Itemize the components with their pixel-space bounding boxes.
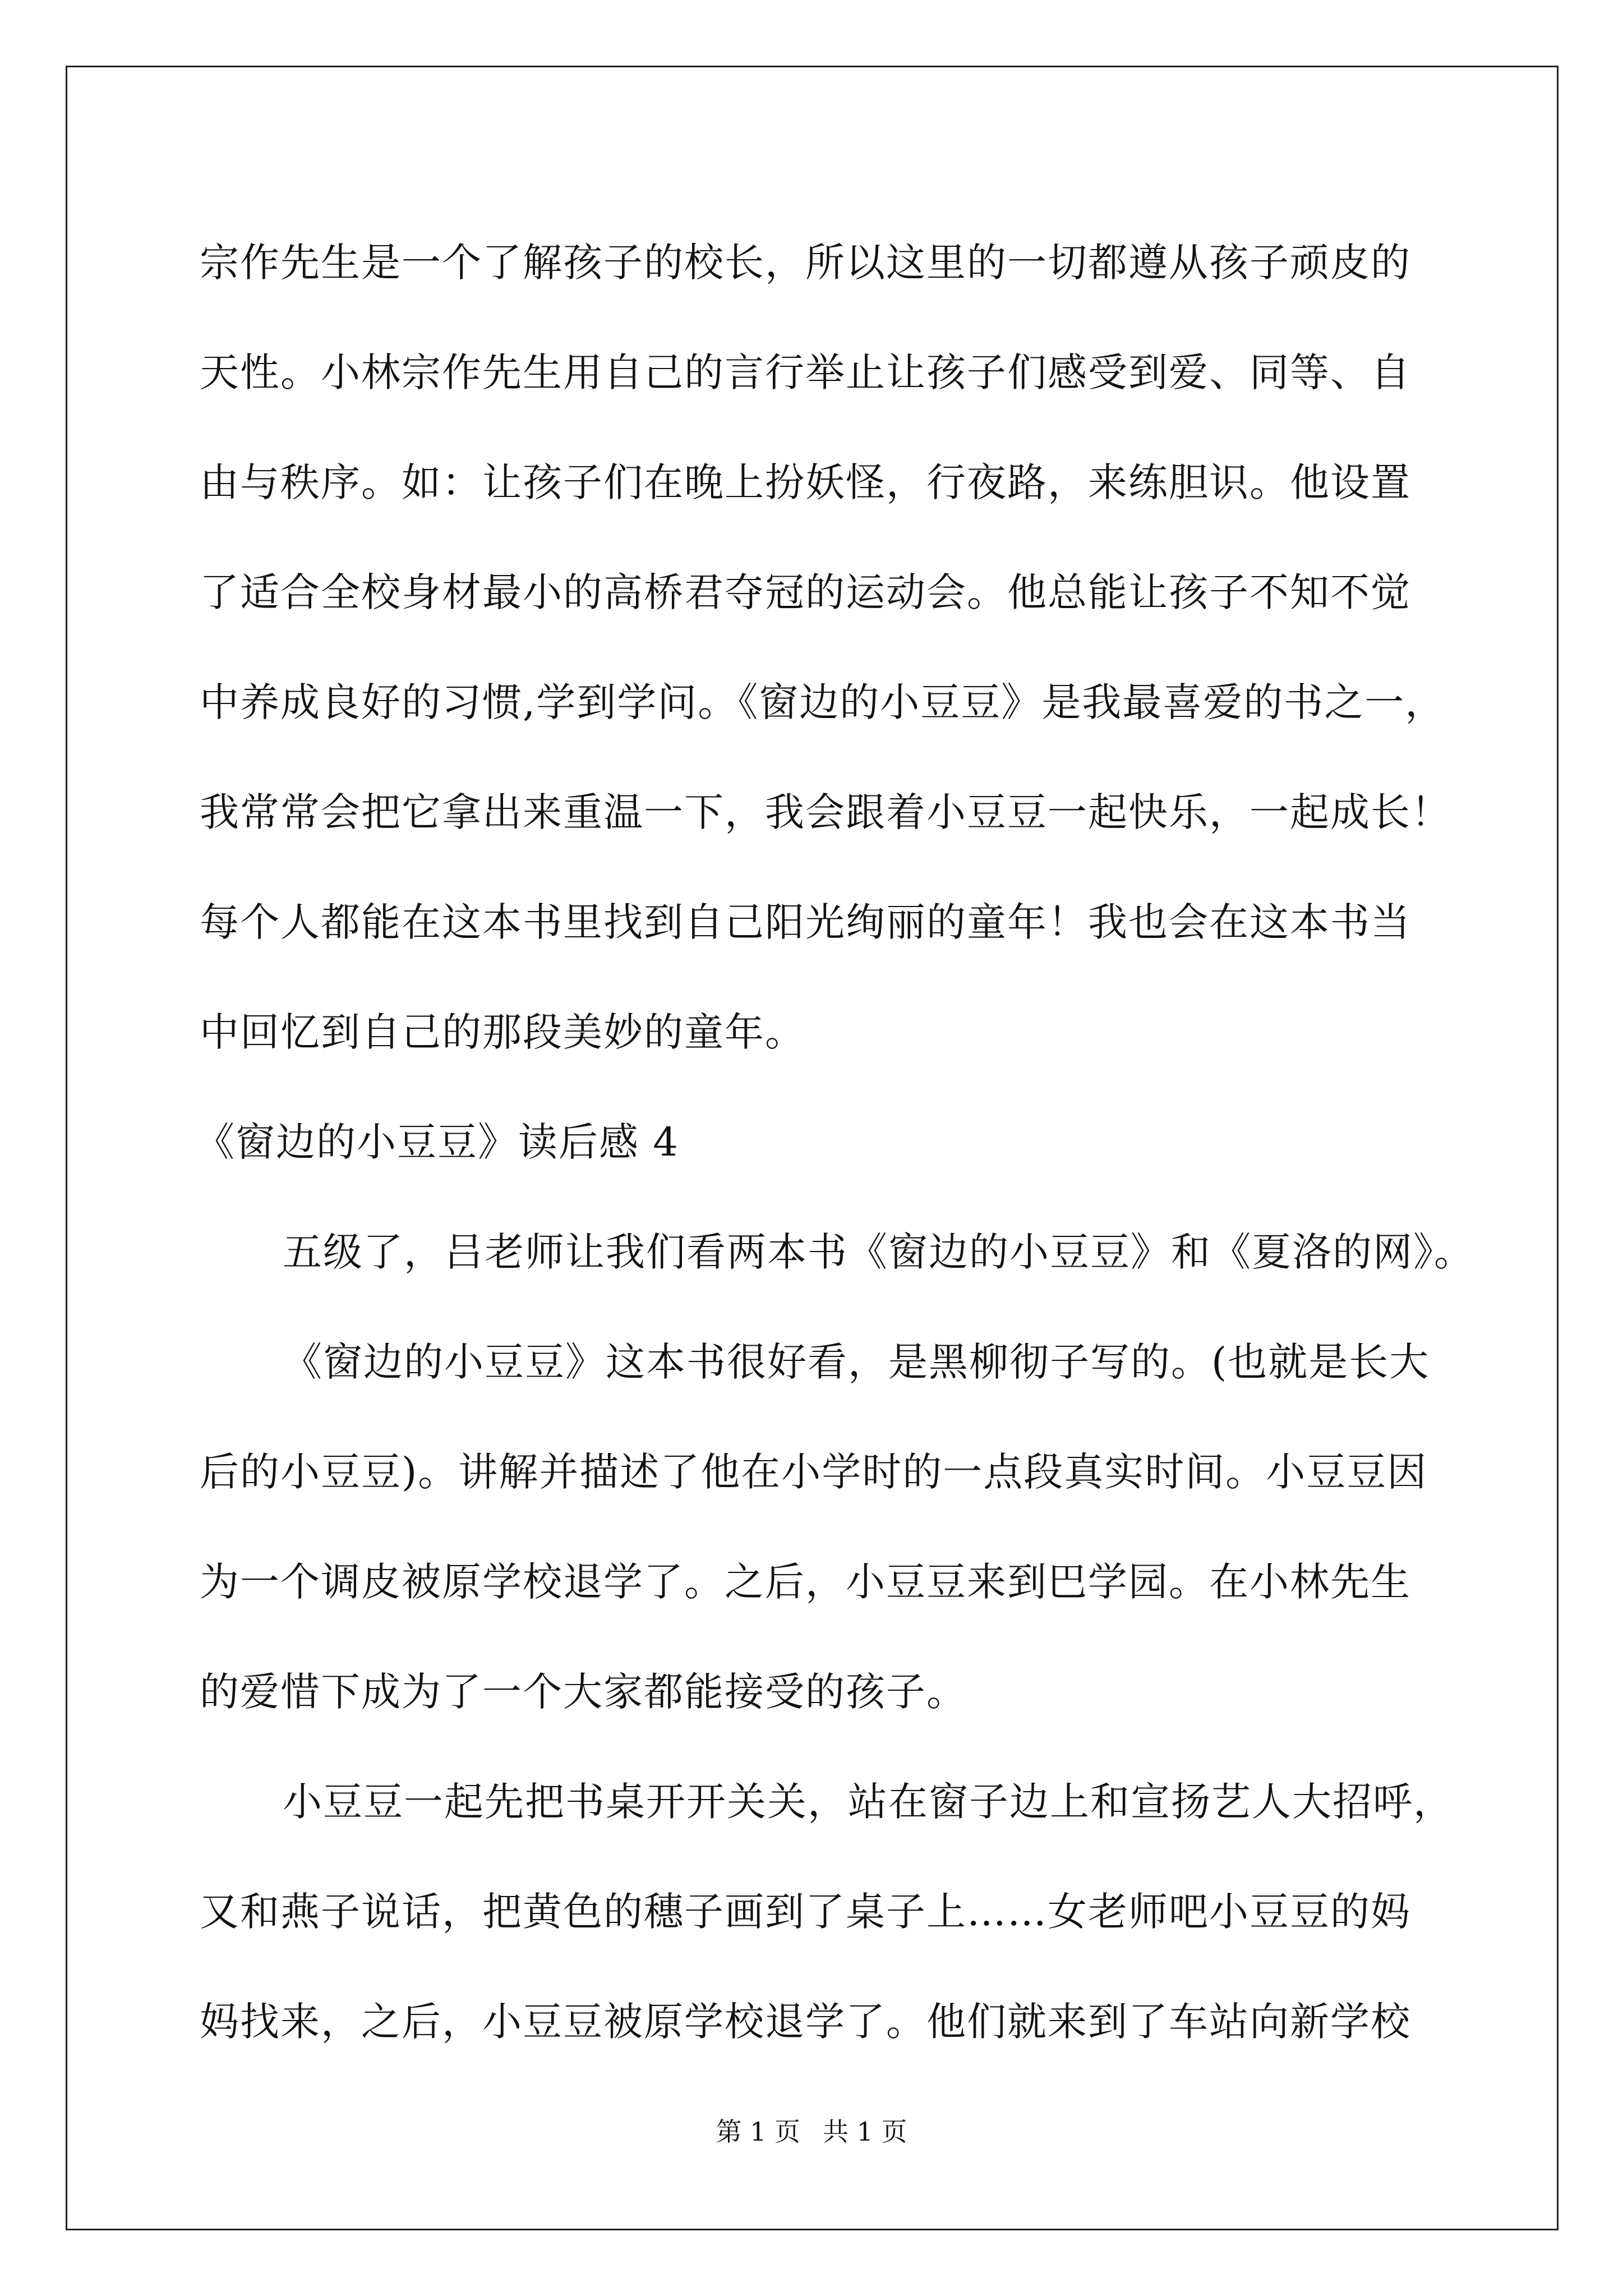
paragraph-line: 由与秩序。如：让孩子们在晚上扮妖怪，行夜路，来练胆识。他设置: [200, 459, 1411, 505]
section-heading: 《窗边的小豆豆》读后感 4: [195, 1119, 679, 1165]
page-total: 共 1 页: [823, 2116, 907, 2147]
paragraph-line: 宗作先生是一个了解孩子的校长，所以这里的一切都遵从孩子顽皮的: [200, 240, 1411, 286]
paragraph-line: 为一个调皮被原学校退学了。之后，小豆豆来到巴学园。在小林先生: [200, 1559, 1411, 1605]
paragraph-line: 的爱惜下成为了一个大家都能接受的孩子。: [200, 1669, 967, 1715]
paragraph-line: 中回忆到自己的那段美妙的童年。: [200, 1009, 805, 1055]
paragraph-line: 了适合全校身材最小的高桥君夺冠的运动会。他总能让孩子不知不觉: [200, 569, 1411, 615]
paragraph-line: 五级了，吕老师让我们看两本书《窗边的小豆豆》和《夏洛的网》。: [283, 1229, 1474, 1275]
paragraph-line: 中养成良好的习惯,学到学问。《窗边的小豆豆》是我最喜爱的书之一，: [200, 679, 1446, 725]
paragraph-line: 《窗边的小豆豆》这本书很好看，是黑柳彻子写的。(也就是长大: [283, 1339, 1430, 1385]
document-body: [195, 208, 1474, 2077]
paragraph-line: 小豆豆一起先把书桌开开关关，站在窗子边上和宣扬艺人大招呼，: [283, 1779, 1454, 1825]
paragraph-line: 后的小豆豆)。讲解并描述了他在小学时的一点段真实时间。小豆豆因: [200, 1449, 1428, 1495]
paragraph-line: 又和燕子说话，把黄色的穗子画到了桌子上……女老师吧小豆豆的妈: [200, 1889, 1411, 1935]
paragraph-line: 天性。小林宗作先生用自己的言行举止让孩子们感受到爱、同等、自: [200, 349, 1411, 395]
paragraph-line: 妈找来，之后，小豆豆被原学校退学了。他们就来到了车站向新学校: [200, 1999, 1411, 2045]
paragraph-line: 我常常会把它拿出来重温一下，我会跟着小豆豆一起快乐，一起成长！: [200, 789, 1451, 835]
paragraph-line: 每个人都能在这本书里找到自己阳光绚丽的童年！我也会在这本书当: [200, 899, 1411, 945]
page-footer: [0, 2115, 1623, 2148]
page-number: 第 1 页: [716, 2116, 800, 2147]
